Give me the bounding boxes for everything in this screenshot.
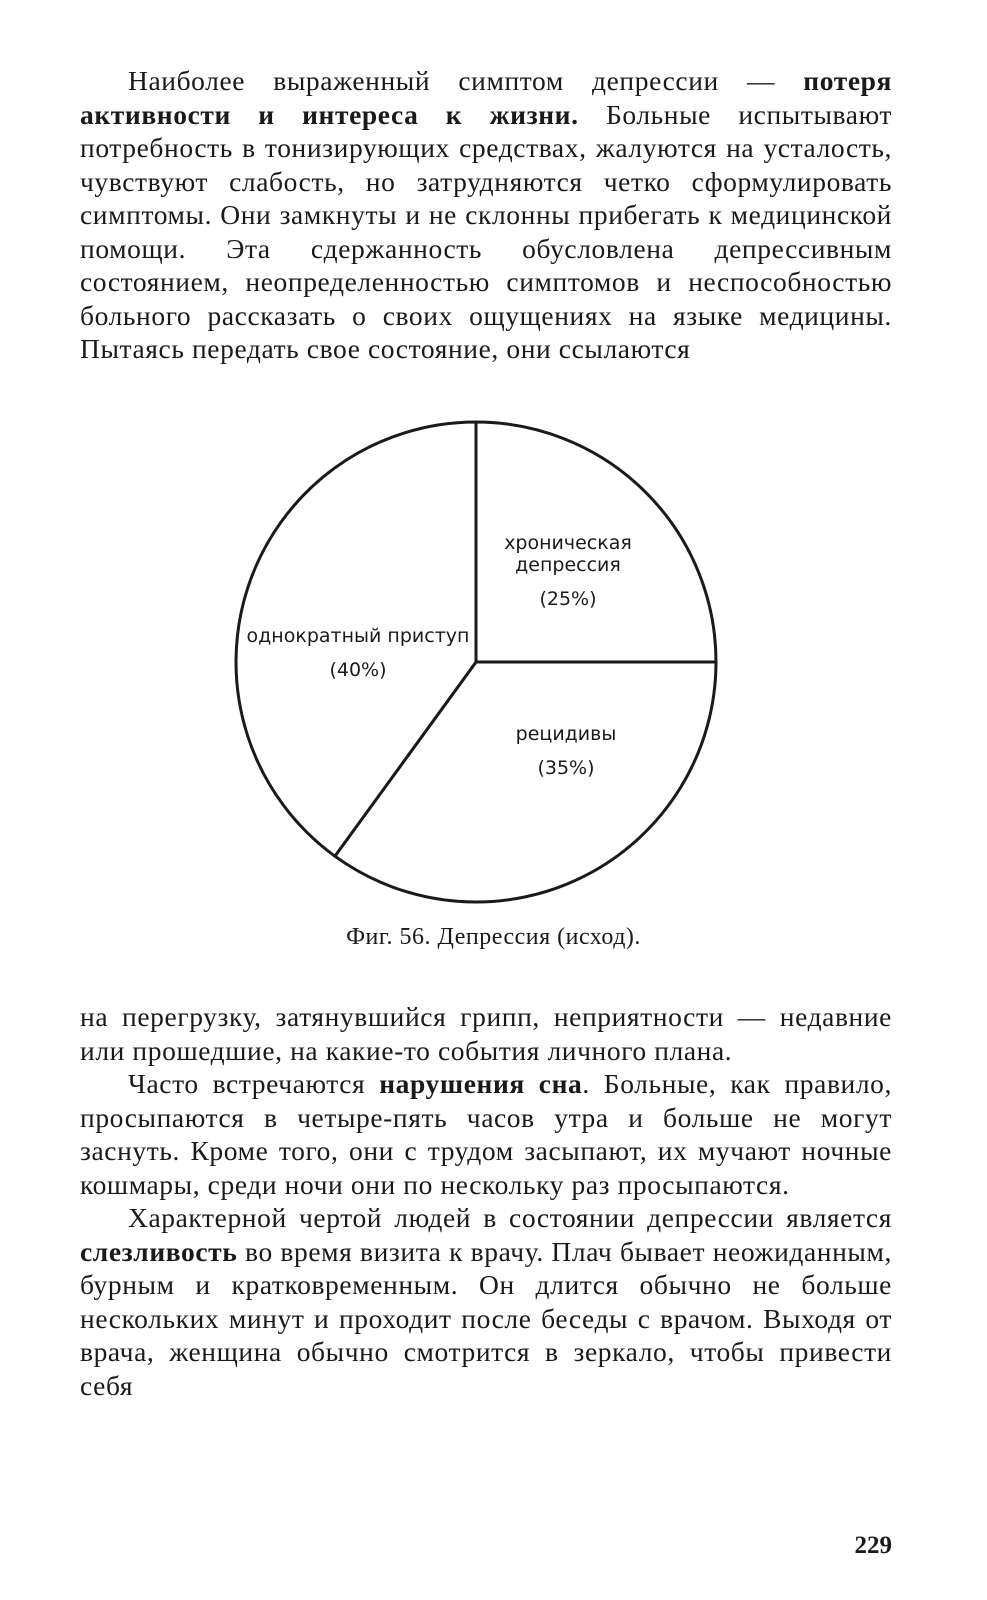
slice-value-label: (25%)	[539, 588, 597, 610]
pie-chart-svg	[0, 410, 987, 930]
slice-value-label: (35%)	[537, 757, 595, 779]
figure-caption: Фиг. 56. Депрессия (исход).	[346, 924, 641, 950]
paragraph-2-text-a: Часто встречаются	[128, 1068, 380, 1099]
body-paragraph-3	[80, 1201, 892, 1402]
paragraph-2-text-b: . Больные, как правило, просыпаются в четыре-пять часов утра и больше не могут заснуть. Кроме того, они с трудом засыпают, их мучают ночные кошмары, среди ночи они по нескольку раз просыпаются.	[80, 1068, 892, 1200]
slice-label: рецидивы	[515, 723, 617, 745]
body-paragraph-1	[80, 64, 892, 366]
paragraph-3-text-b: во время визита к врачу. Плач бывает неожиданным, бурным и кратковременным. Он длится обычно не больше нескольких минут и проходит после беседы с врачом. Выходя от врача, женщина обычно смотрится в зеркало, чтобы привести себя	[80, 1235, 892, 1401]
paragraph-1-text-a: Наиболее выраженный симптом депрессии —	[128, 65, 804, 96]
pie-chart	[0, 410, 987, 930]
body-paragraph-1-continued: на перегрузку, затянувшийся грипп, неприятности — недавние или прошедшие, на какие-то события личного плана.	[80, 1001, 892, 1066]
paragraph-3-emphasis: слезливость	[80, 1235, 238, 1267]
body-paragraph-2	[80, 1067, 892, 1201]
slice-label: однократный приступ	[246, 625, 470, 647]
paragraph-1-emphasis: потеря активности и интереса к жизни.	[80, 65, 892, 130]
slice-label: депрессия	[515, 554, 621, 576]
page-number: 229	[854, 1532, 892, 1559]
slice-label: хроническая	[504, 532, 632, 554]
paragraph-3-text-a: Характерной чертой людей в состоянии депрессии является	[128, 1202, 892, 1233]
paragraph-2-emphasis: нарушения сна	[379, 1068, 583, 1099]
paragraph-1-text-b: Больные испытывают потребность в тонизирующих средствах, жалуются на усталость, чувствуют слабость, но затрудняются четко сформулировать симптомы. Они замкнуты и не склонны прибегать к медицинской помощи. Эта сдержанность обусловлена депрессивным состоянием, неопределенностью симптомов и неспособностью больного рассказать о своих ощущениях на языке медицины. Пытаясь передать свое состояние, они ссылаются	[80, 98, 892, 364]
slice-value-label: (40%)	[329, 659, 387, 681]
body-text-continued	[80, 1000, 892, 1402]
